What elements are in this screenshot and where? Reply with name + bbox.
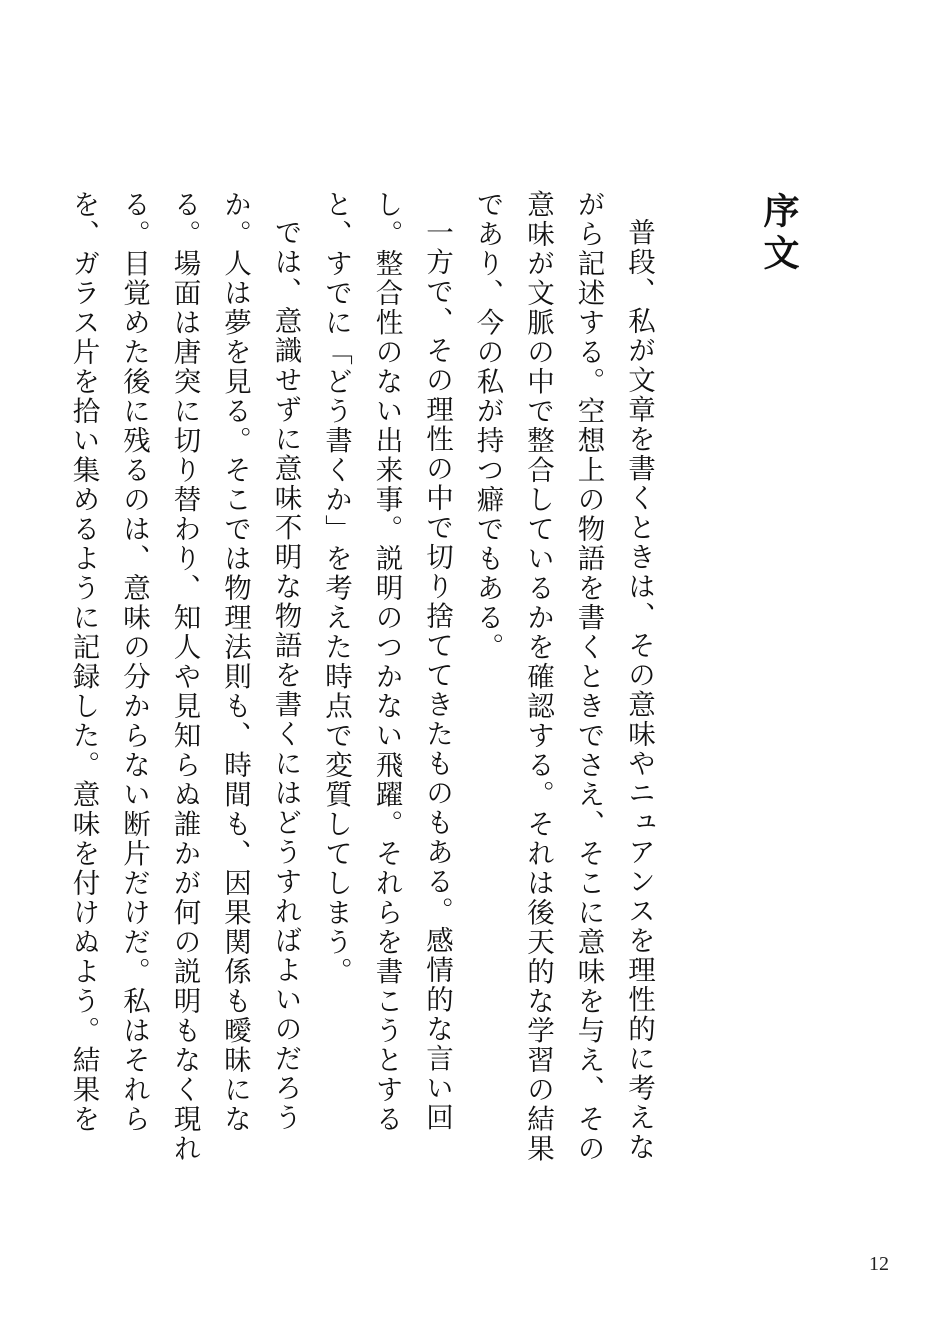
paragraph-1: 普段、私が文章を書くときは、その意味やニュアンスを理性的に考えながら記述する。空想上の物語を書くときでさえ、そこに意味を与え、その意味が文脈の中で整合しているかを確認する。それは後天的な学習の結果であり、今の私が持つ癖でもある。 (471, 190, 655, 1164)
paragraph-3: では、意識せずに意味不明な物語を書くにはどうすればよいのだろうか。人は夢を見る。そこでは物理法則も、時間も、因果関係も曖昧になる。場面は唐突に切り替わり、知人や見知らぬ誰かが何の説明もなく現れる。目覚めた後に残るのは、意味の分からない断片だけだ。私はそれらを、ガラス片を拾い集めるように記録した。意味を付けぬよう。結果を (67, 190, 302, 1164)
page-number: 12 (869, 1253, 889, 1275)
paragraph-2: 一方で、その理性の中で切り捨ててきたものもある。感情的な言い回し。整合性のない出来事。説明のつかない飛躍。それらを書こうとすると、すでに「どう書くか」を考えた時点で変質してしまう。 (320, 190, 453, 1134)
section-title: 序文 (758, 192, 800, 276)
body-text (58, 190, 664, 1190)
